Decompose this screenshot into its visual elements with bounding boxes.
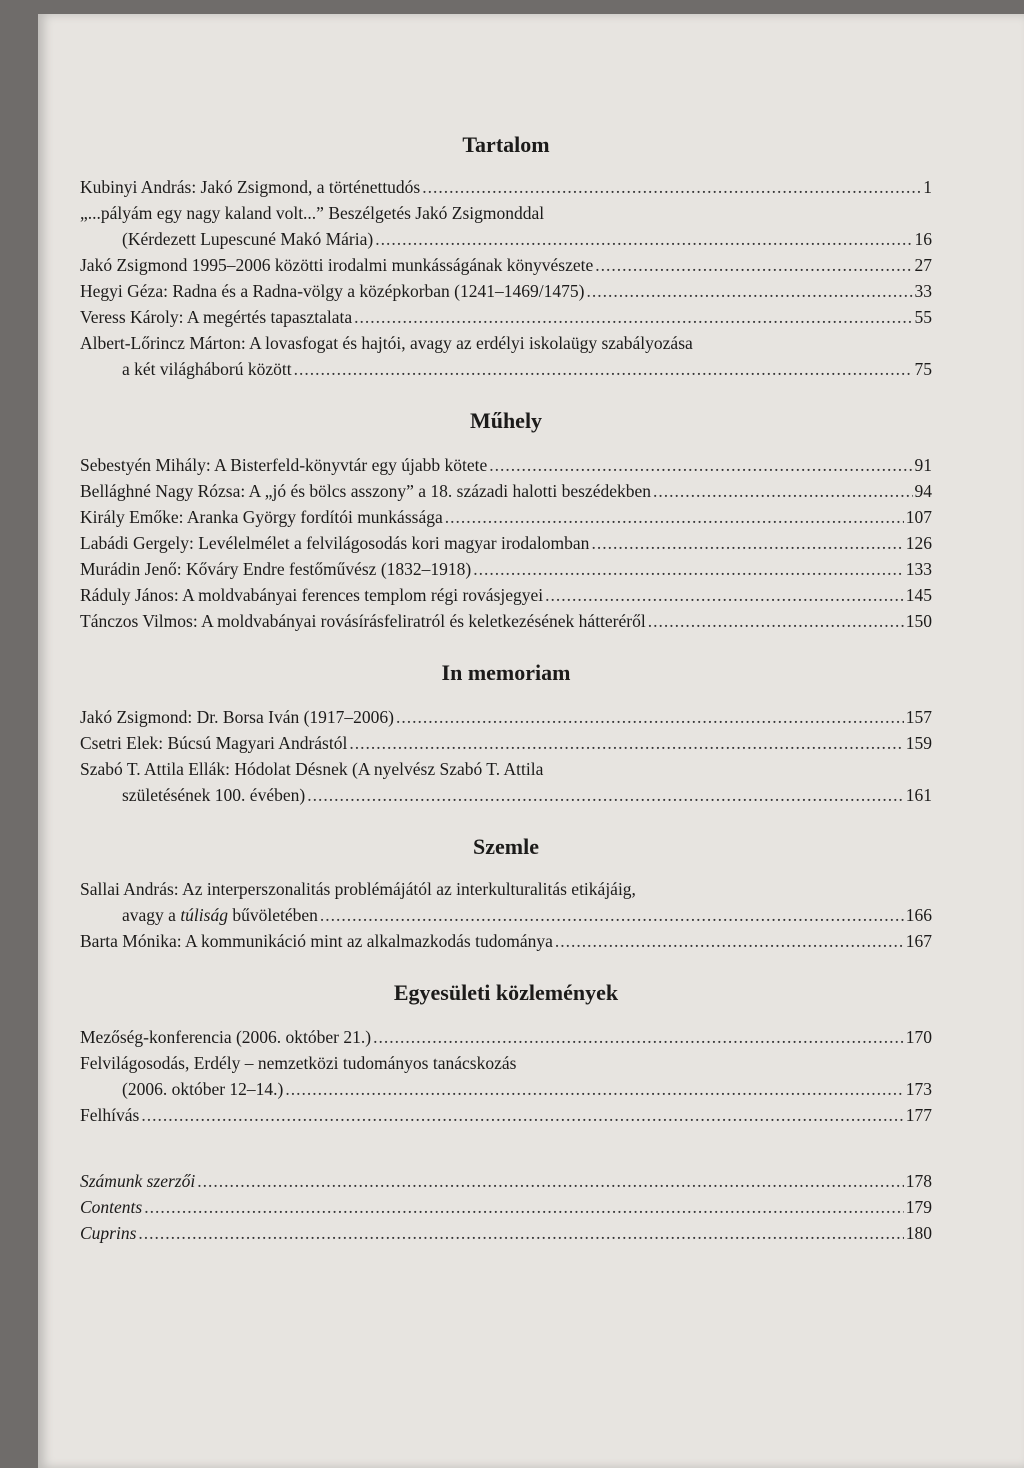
page-number: 16 (914, 229, 932, 249)
toc-entry[interactable]: Labádi Gergely: Levélelmélet a felvilágosodás kori magyar irodalomban ..... 126 (80, 530, 932, 556)
page-number: 180 (905, 1223, 932, 1243)
table-of-contents (80, 130, 932, 1246)
toc-entry[interactable]: Király Emőke: Aranka György fordítói munkássága ..... 107 (80, 504, 932, 530)
section-title-szemle: Szemle (473, 834, 539, 859)
page-number: 91 (914, 455, 932, 475)
toc-entry[interactable]: Jakó Zsigmond 1995–2006 közötti irodalmi munkásságának könyvészete ..... 27 (80, 252, 932, 278)
page-number: 145 (905, 585, 932, 605)
toc-entry[interactable]: Csetri Elek: Búcsú Magyari Andrástól ..... 159 (80, 730, 932, 756)
toc-entry-contents[interactable]: Contents ..... 179 (80, 1194, 932, 1220)
toc-entry[interactable]: Jakó Zsigmond: Dr. Borsa Iván (1917–2006) ..... 157 (80, 704, 932, 730)
toc-entry[interactable]: Bellághné Nagy Rózsa: A „jó és bölcs asszony” a 18. századi halotti beszédekben ..... 94 (80, 478, 932, 504)
toc-entry[interactable]: Kubinyi András: Jakó Zsigmond, a történettudós ..... 1 (80, 174, 932, 200)
section-title-egyesuleti: Egyesületi közlemények (393, 980, 619, 1005)
page-number: 55 (914, 307, 932, 327)
section-title-tartalom: Tartalom (462, 132, 550, 157)
page-number: 157 (905, 707, 932, 727)
toc-entry[interactable]: (Kérdezett Lupescuné Makó Mária) ..... 16 (80, 226, 932, 252)
toc-entry[interactable]: Barta Mónika: A kommunikáció mint az alkalmazkodás tudománya ..... 167 (80, 928, 932, 954)
page-number: 179 (905, 1197, 932, 1217)
section-title-in-memoriam: In memoriam (441, 660, 571, 685)
toc-entry-cuprins[interactable]: Cuprins ..... 180 (80, 1220, 932, 1246)
page-number: 166 (905, 905, 932, 925)
toc-entry-line[interactable]: Albert-Lőrincz Márton: A lovasfogat és hajtói, avagy az erdélyi iskolaügy szabályozása (80, 333, 693, 353)
page-number: 107 (905, 507, 932, 527)
page-number: 126 (905, 533, 932, 553)
page-number: 94 (914, 481, 932, 501)
toc-entry[interactable]: Ráduly János: A moldvabányai ferences templom régi rovásjegyei ..... 145 (80, 582, 932, 608)
toc-entry[interactable]: Hegyi Géza: Radna és a Radna-völgy a középkorban (1241–1469/1475) ..... 33 (80, 278, 932, 304)
page-number: 133 (905, 559, 932, 579)
page-number: 173 (905, 1079, 932, 1099)
toc-entry-line[interactable]: Szabó T. Attila Ellák: Hódolat Désnek (A nyelvész Szabó T. Attila (80, 759, 544, 779)
toc-entry[interactable]: születésének 100. évében) ..... 161 (80, 782, 932, 808)
toc-entry-authors[interactable]: Számunk szerzői ..... 178 (80, 1168, 932, 1194)
toc-entry-line[interactable]: Felvilágosodás, Erdély – nemzetközi tudományos tanácskozás (80, 1053, 517, 1073)
page-number: 167 (905, 931, 932, 951)
section-title-muhely: Műhely (469, 408, 543, 433)
page-number: 178 (905, 1171, 932, 1191)
page-number: 150 (905, 611, 932, 631)
page-number: 75 (914, 359, 932, 379)
page-number: 170 (905, 1027, 932, 1047)
toc-entry[interactable]: avagy a túliság bűvöletében ..... 166 (80, 902, 932, 928)
toc-entry-line[interactable]: Sallai András: Az interperszonalitás problémájától az interkulturalitás etikájáig, (80, 879, 636, 899)
page-number: 33 (914, 281, 932, 301)
toc-entry-line[interactable]: „...pályám egy nagy kaland volt...” Beszélgetés Jakó Zsigmonddal (80, 203, 545, 223)
toc-entry[interactable]: Sebestyén Mihály: A Bisterfeld-könyvtár egy újabb kötete ..... 91 (80, 452, 932, 478)
toc-entry[interactable]: a két világháború között ..... 75 (80, 356, 932, 382)
toc-entry[interactable]: Tánczos Vilmos: A moldvabányai rovásírásfeliratról és keletkezésének hátteréről ..... 150 (80, 608, 932, 634)
toc-entry[interactable]: Mezőség-konferencia (2006. október 21.) ..... 170 (80, 1024, 932, 1050)
toc-entry[interactable]: Felhívás ..... 177 (80, 1102, 932, 1128)
toc-entry[interactable]: Murádin Jenő: Kőváry Endre festőművész (1832–1918) ..... 133 (80, 556, 932, 582)
toc-entry[interactable]: Veress Károly: A megértés tapasztalata ..... 55 (80, 304, 932, 330)
page-number: 1 (923, 177, 932, 197)
page-number: 161 (905, 785, 932, 805)
toc-entry[interactable]: (2006. október 12–14.) ..... 173 (80, 1076, 932, 1102)
page-number: 159 (905, 733, 932, 753)
page-number: 27 (914, 255, 932, 275)
page-number: 177 (905, 1105, 932, 1125)
